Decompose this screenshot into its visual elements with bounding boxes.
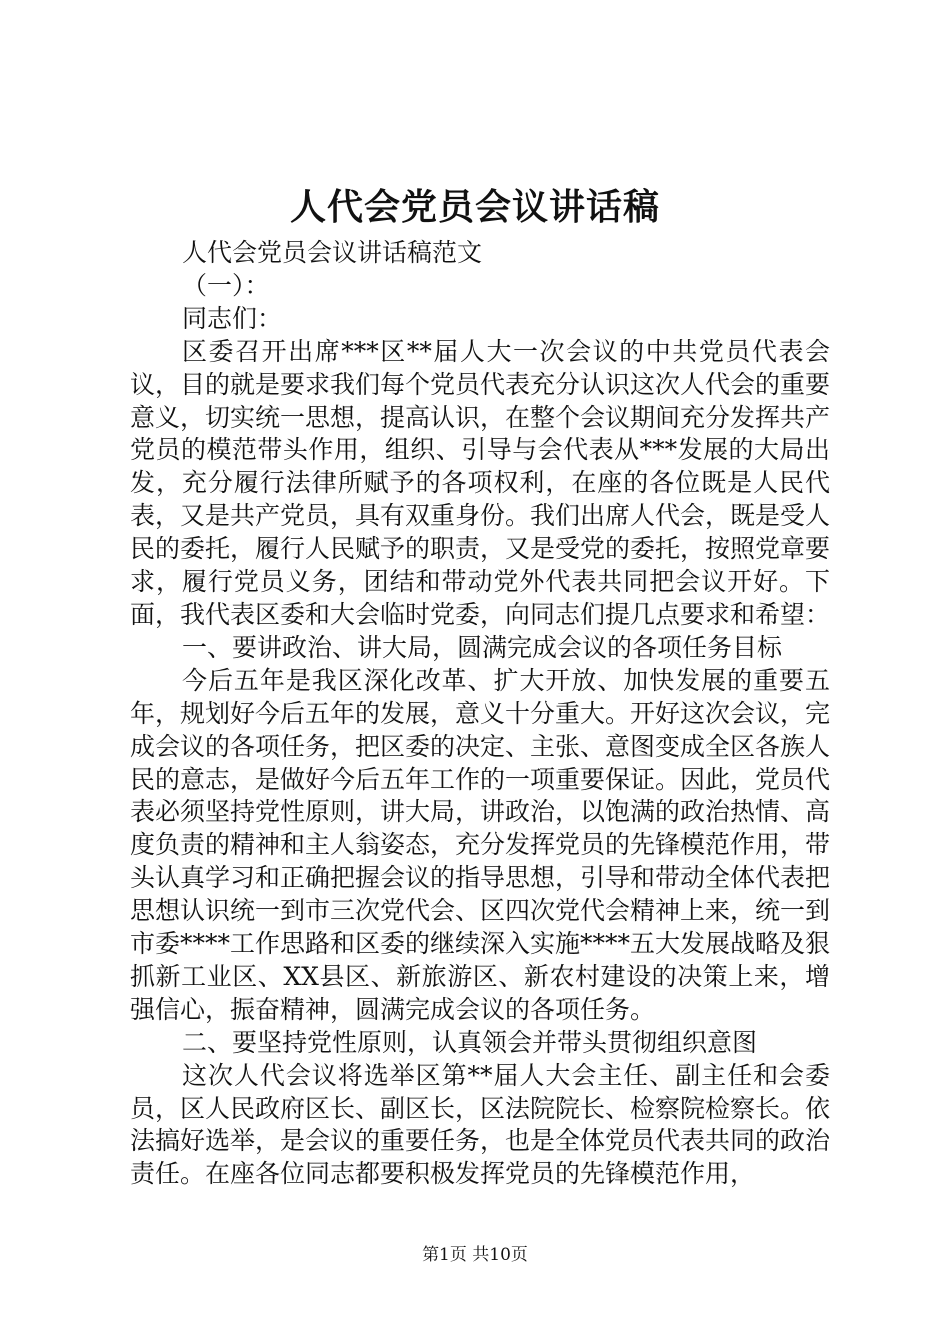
section-heading-1: 一、要讲政治、讲大局，圆满完成会议的各项任务目标 bbox=[182, 632, 783, 662]
paragraph-intro: 区委召开出席***区**届人大一次会议的中共党员代表会议，目的就是要求我们每个党员代表充分认识这次人代会的重要意义，切实统一思想，提高认识，在整个会议期间充分发挥共产党员的模范带头作用，组织、引导与会代表从***发展的大局出发，充分履行法律所赋予的各项权利，在座的各位既是人民代表，又是共产党员，具有双重身份。我们出席人代会，既是受人民的委托，履行人民赋予的职责，又是受党的委托，按照党章要求，履行党员义务，团结和带动党外代表共同把会议开好。下面，我代表区委和大会临时党委，向同志们提几点要求和希望： bbox=[130, 336, 831, 629]
document-title: 人代会党员会议讲话稿 bbox=[289, 186, 660, 228]
paragraph-section-2: 这次人代会议将选举区第**届人大会主任、副主任和会委员，区人民政府区长、副区长，区法院院长、检察院检察长。依法搞好选举，是会议的重要任务，也是全体党员代表共同的政治责任。在座各位同志都要积极发挥党员的先锋模范作用， bbox=[130, 1060, 831, 1189]
section-heading-2: 二、要坚持党性原则，认真领会并带头贯彻组织意图 bbox=[182, 1027, 758, 1057]
subtitle-line: 人代会党员会议讲话稿范文 bbox=[182, 238, 483, 267]
document-body bbox=[130, 237, 830, 1191]
page-footer: 第1页 共10页 bbox=[422, 1245, 528, 1265]
salutation: 同志们： bbox=[182, 303, 283, 333]
paragraph-section-1: 今后五年是我区深化改革、扩大开放、加快发展的重要五年，规划好今后五年的发展，意义十分重大。开好这次会议，完成会议的各项任务，把区委的决定、主张、意图变成全区各族人民的意志，是做好今后五年工作的一项重要保证。因此，党员代表必须坚持党性原则，讲大局，讲政治，以饱满的政治热情、高度负责的精神和主人翁姿态，充分发挥党员的先锋模范作用，带头认真学习和正确把握会议的指导思想，引导和带动全体代表把思想认识统一到市三次党代会、区四次党代会精神上来，统一到市委****工作思路和区委的继续深入实施****五大发展战略及狠抓新工业区、XX县区、新旅游区、新农村建设的决策上来，增强信心，振奋精神，圆满完成会议的各项任务。 bbox=[130, 665, 831, 1024]
section-marker: （一）： bbox=[182, 270, 270, 300]
